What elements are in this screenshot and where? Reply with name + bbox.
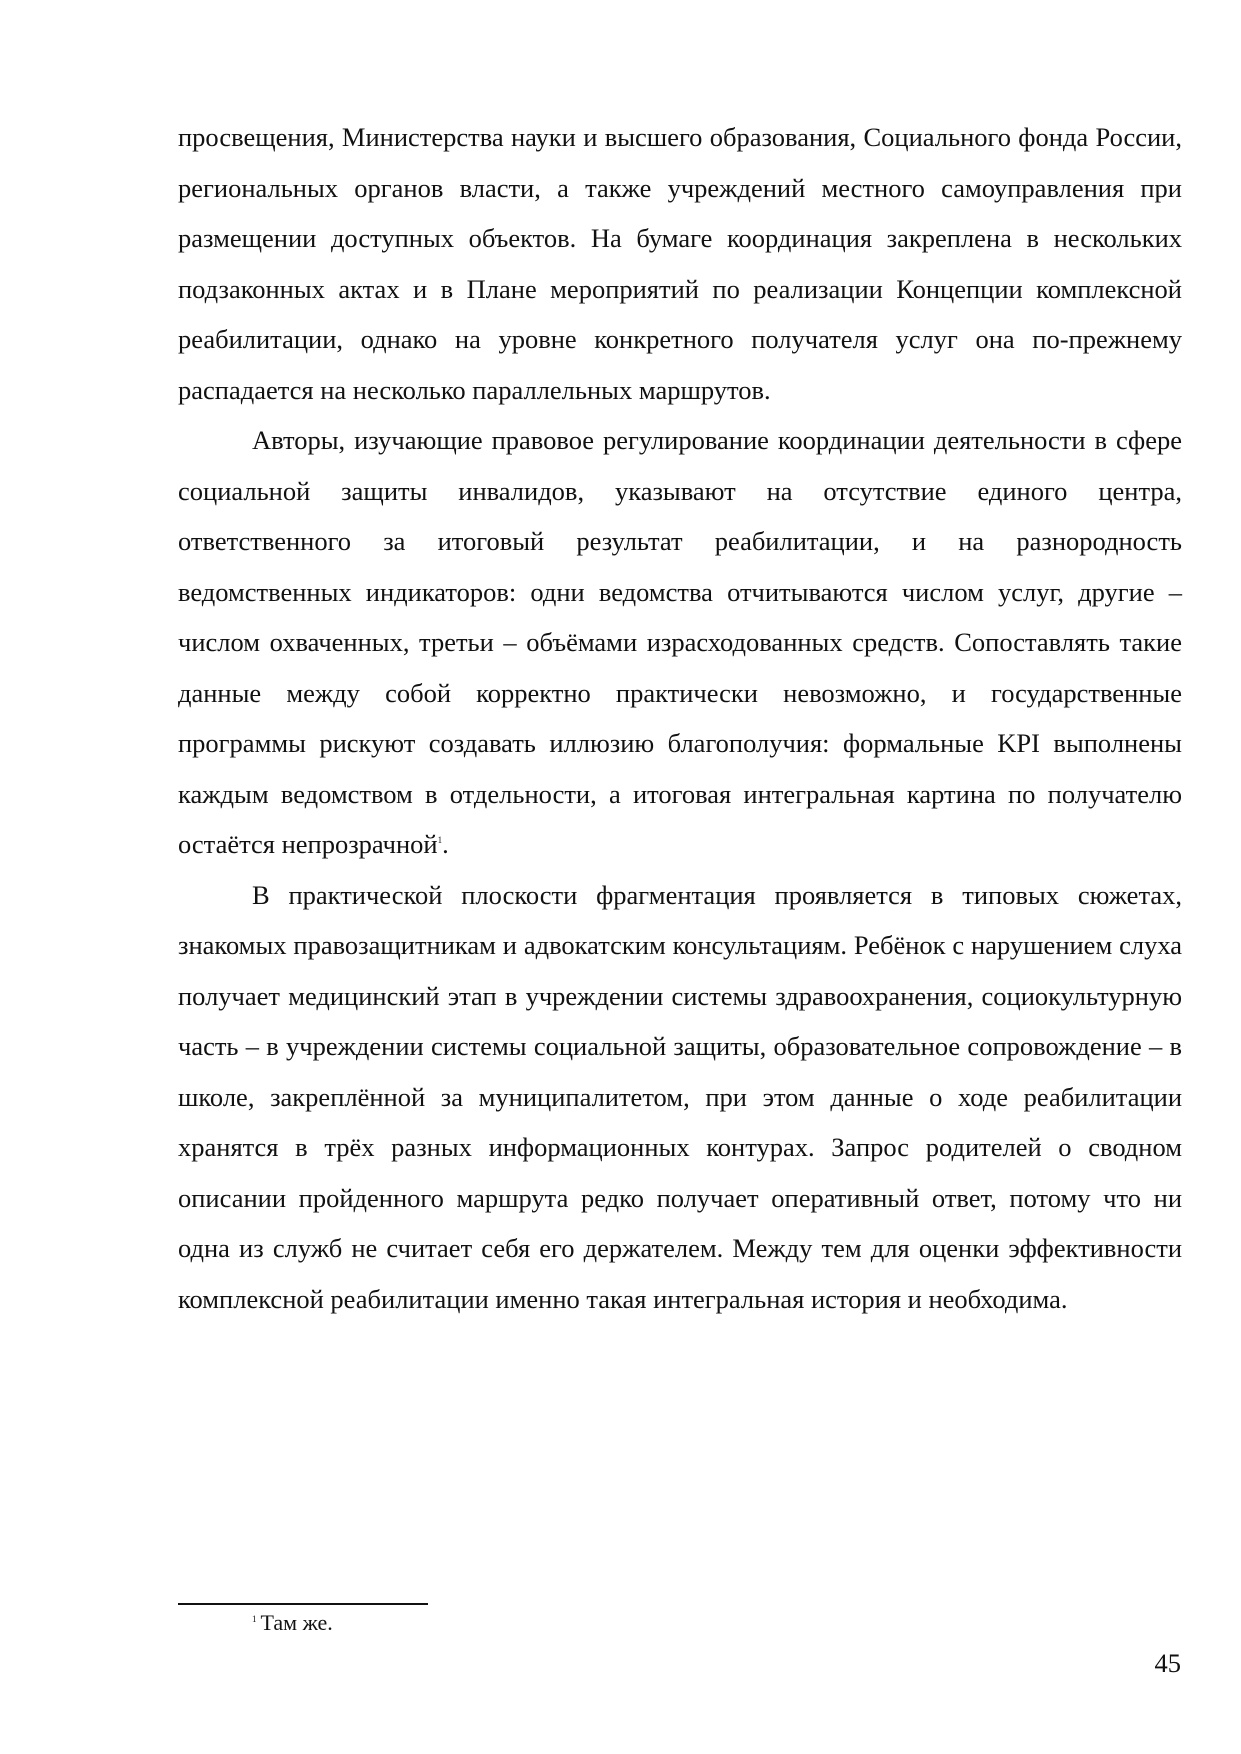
footnote: [252, 1608, 333, 1638]
paragraph-1: [178, 112, 1182, 415]
paragraph-2-tail: .: [442, 829, 449, 859]
paragraph-3: [178, 870, 1182, 1325]
footnote-reference[interactable]: 1: [437, 835, 443, 846]
footnote-separator: [178, 1603, 428, 1605]
paragraph-3-text: В практической плоскости фрагментация проявляется в типовых сюжетах, знакомых правозащитникам и адвокатским консультациям. Ребёнок с нарушением слуха получает медицинский этап в учреждении системы здравоохранения, социокультурную часть – в учреждении системы социальной защиты, образовательное сопровождение – в школе, закреплённой за муниципалитетом, при этом данные о ходе реабилитации хранятся в трёх разных информационных контурах. Запрос родителей о сводном описании пройденного маршрута редко получает оперативный ответ, потому что ни одна из служб не считает себя его держателем. Между тем для оценки эффективности комплексной реабилитации именно такая интегральная история и необходима.: [178, 879, 1182, 1314]
body-text: [178, 112, 1182, 1324]
paragraph-2: [178, 415, 1182, 870]
paragraph-1-text: просвещения, Министерства науки и высшего образования, Социального фонда России, региональных органов власти, а также учреждений местного самоуправления при размещении доступных объектов. На бумаге координация закреплена в нескольких подзаконных актах и в Плане мероприятий по реализации Концепции комплексной реабилитации, однако на уровне конкретного получателя услуг она по-прежнему распадается на несколько параллельных маршрутов.: [178, 122, 1182, 405]
footnote-mark: 1: [252, 1613, 257, 1624]
footnote-text: Там же.: [260, 1610, 333, 1635]
paragraph-2-text: Авторы, изучающие правовое регулирование координации деятельности в сфере социальной защиты инвалидов, указывают на отсутствие единого центра, ответственного за итоговый результат реабилитации, и на разнородность ведомственных индикаторов: одни ведомства отчитываются числом услуг, другие – числом охваченных, третьи – объёмами израсходованных средств. Сопоставлять такие данные между собой корректно практически невозможно, и государственные программы рискуют создавать иллюзию благополучия: формальные KPI выполнены каждым ведомством в отдельности, а итоговая интегральная картина по получателю остаётся непрозрачной: [178, 425, 1182, 859]
page-number: 45: [1154, 1648, 1181, 1678]
